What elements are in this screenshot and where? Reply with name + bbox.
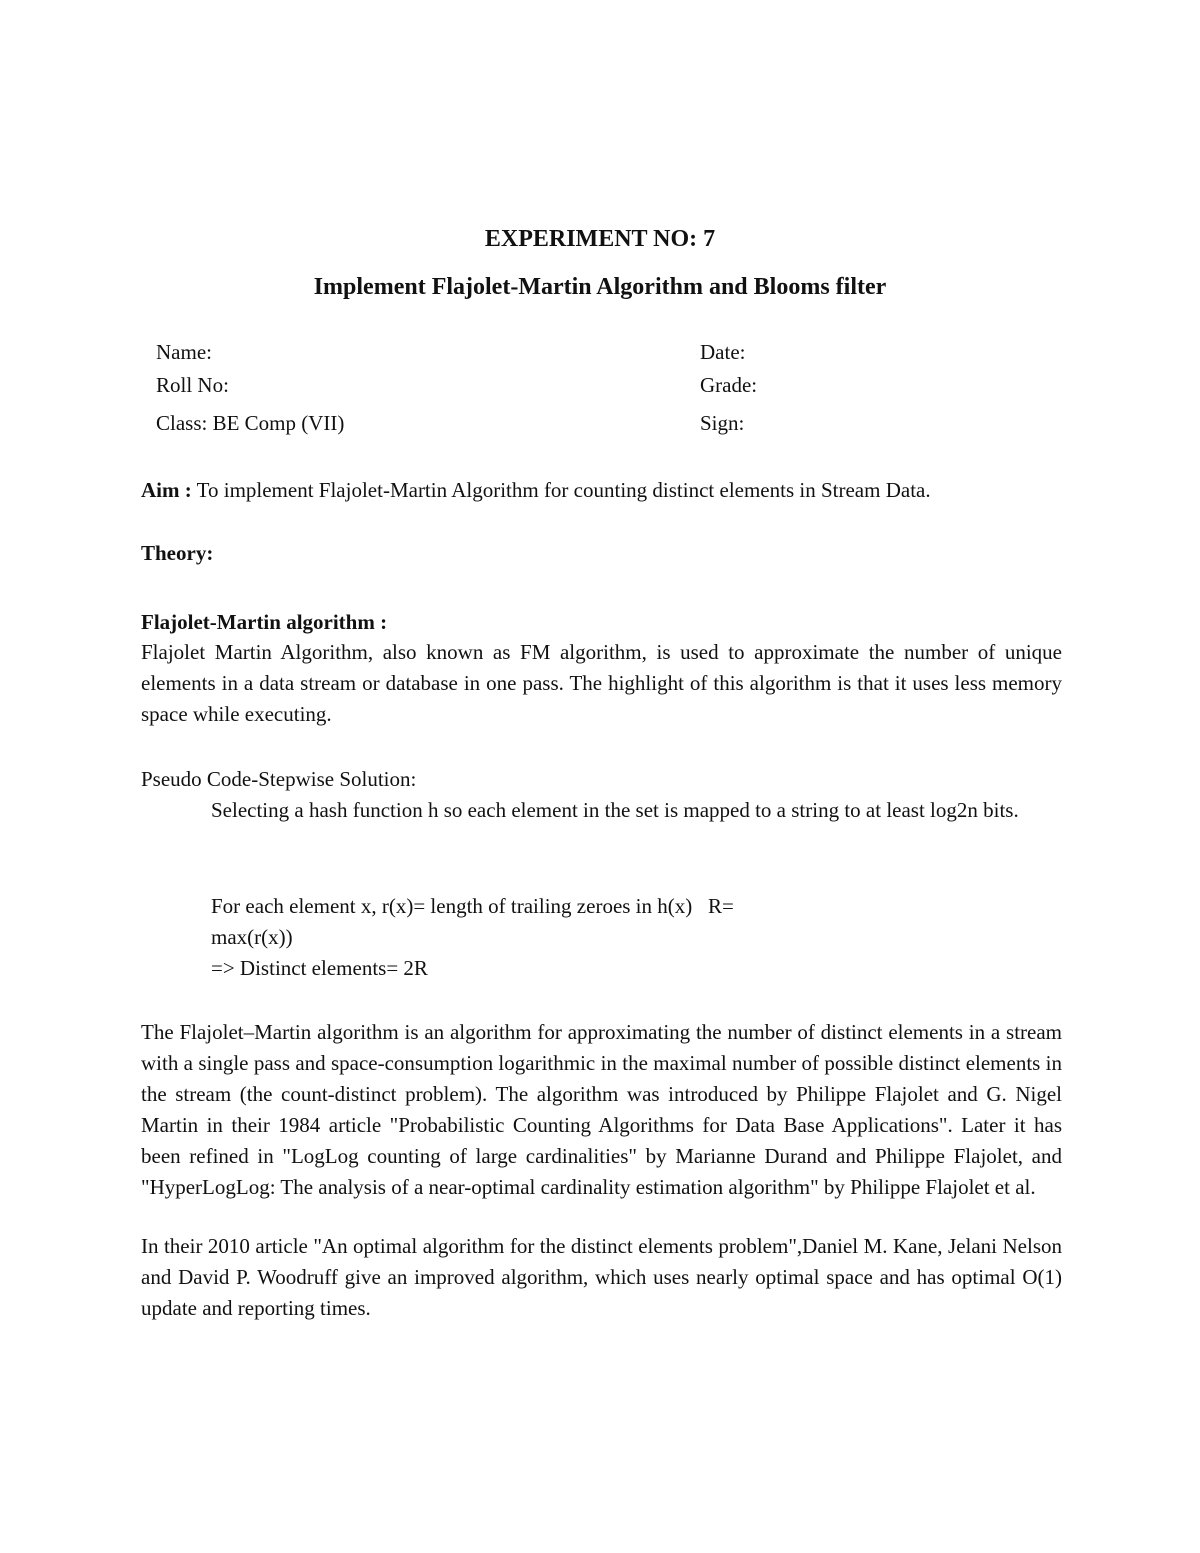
improvement-paragraph: In their 2010 article "An optimal algorithm for the distinct elements problem",Daniel M. Kane, Jelani Nelson and David P. Woodruff give an improved algorithm, which uses nearly optimal space and has optimal O(1) update and reporting times. [141,1234,1062,1320]
pseudo-code-step1: Selecting a hash function h so each element in the set is mapped to a string to at least log2n bits. [211,798,1019,822]
fm-heading: Flajolet-Martin algorithm : [141,610,388,634]
experiment-number: EXPERIMENT NO: 7 [484,226,716,252]
aim-line [141,475,1062,506]
pseudo-code-label: Pseudo Code-Stepwise Solution: [141,767,417,791]
pseudo-code-step2-line1: For each element x, r(x)= length of trailing zeroes in h(x) R= [211,894,734,918]
pseudo-code-step2-line2: max(r(x)) [211,925,293,949]
roll-no-field: Roll No: [156,373,229,397]
history-paragraph: The Flajolet–Martin algorithm is an algorithm for approximating the number of distinct elements in a stream with a single pass and space-consumption logarithmic in the maximal number of possible distinct elements in the stream (the count-distinct problem). The algorithm was introduced by Philippe Flajolet and G. Nigel Martin in their 1984 article "Probabilistic Counting Algorithms for Data Base Applications". Later it has been refined in "LogLog counting of large cardinalities" by Marianne Durand and Philippe Flajolet, and "HyperLogLog: The analysis of a near-optimal cardinality estimation algorithm" by Philippe Flajolet et al. [141,1020,1062,1199]
theory-heading: Theory: [141,541,214,565]
date-field: Date: [700,340,746,364]
experiment-title: Implement Flajolet-Martin Algorithm and Blooms filter [313,274,887,300]
aim-text: To implement Flajolet-Martin Algorithm for counting distinct elements in Stream Data. [191,478,931,502]
name-field: Name: [156,340,212,364]
sign-field: Sign: [700,411,745,435]
aim-label: Aim : [141,478,192,502]
pseudo-code-step2-line3: => Distinct elements= 2R [211,956,428,980]
grade-field: Grade: [700,373,758,397]
fm-paragraph: Flajolet Martin Algorithm, also known as FM algorithm, is used to approximate the number of unique elements in a data stream or database in one pass. The highlight of this algorithm is that it uses less memory space while executing. [141,640,1062,726]
class-field: Class: BE Comp (VII) [156,411,345,435]
pseudo-code-step2 [211,891,811,984]
